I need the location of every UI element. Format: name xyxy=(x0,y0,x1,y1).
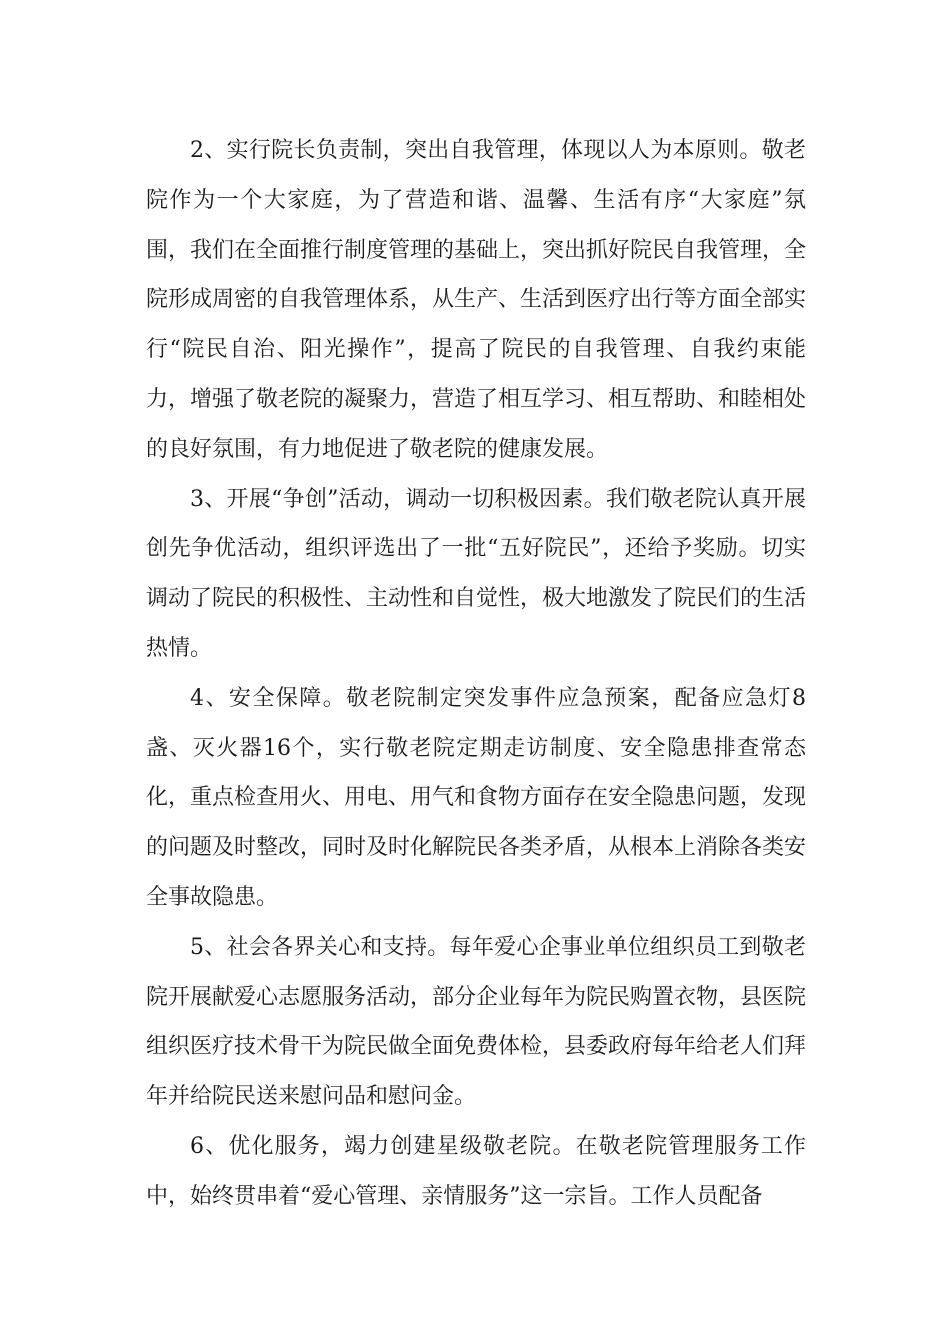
paragraph-5: 5、社会各界关心和支持。每年爱心企事业单位组织员工到敬老院开展献爱心志愿服务活动，部分企业每年为院民购置衣物，县医院组织医疗技术骨干为院民做全面免费体检，县委政府每年给老人们拜年并给院民送来慰问品和慰问金。 xyxy=(146,934,807,1110)
document-body xyxy=(146,126,806,1222)
paragraph-4: 4、安全保障。敬老院制定突发事件应急预案，配备应急灯8盏、灭火器16个，实行敬老院定期走访制度、安全隐患排查常态化，重点检查用火、用电、用气和食物方面存在安全隐患问题，发现的问题及时整改，同时及时化解院民各类矛盾，从根本上消除各类安全事故隐患。 xyxy=(146,685,807,910)
paragraph-6: 6、优化服务，竭力创建星级敬老院。在敬老院管理服务工作中，始终贯串着“爱心管理、亲情服务”这一宗旨。工作人员配备 xyxy=(146,1133,806,1209)
paragraph-2: 2、实行院长负责制，突出自我管理，体现以人为本原则。敬老院作为一个大家庭，为了营造和谐、温馨、生活有序“大家庭”氛围，我们在全面推行制度管理的基础上，突出抓好院民自我管理，全院形成周密的自我管理体系，从生产、生活到医疗出行等方面全部实行“院民自治、阳光操作”，提高了院民的自我管理、自我约束能力，增强了敬老院的凝聚力，营造了相互学习、相互帮助、和睦相处的良好氛围，有力地促进了敬老院的健康发展。 xyxy=(146,138,807,462)
paragraph-3: 3、开展“争创”活动，调动一切积极因素。我们敬老院认真开展创先争优活动，组织评选出了一批“五好院民”，还给予奖励。切实调动了院民的积极性、主动性和自觉性，极大地激发了院民们的生活热情。 xyxy=(146,486,807,661)
